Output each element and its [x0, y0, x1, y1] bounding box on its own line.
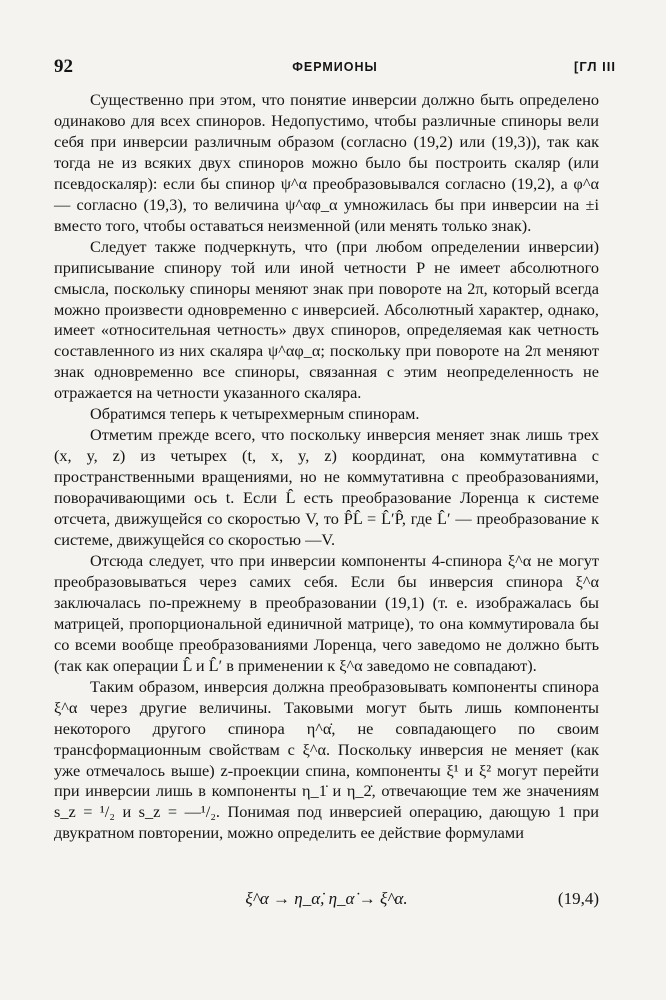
- equation: ξ^α → η_α̇, η_α̇ → ξ^α.: [245, 889, 408, 908]
- paragraph: Обратимся теперь к четырехмерным спинорам.: [90, 404, 420, 424]
- paragraph: Существенно при этом, что понятие инверсии должно быть определено одинаково для всех спиноров. Недопустимо, чтобы различные спиноры вели себя при инверсии различным образом (согласно (19,2) или (19,3)), так как тогда не из всяких двух спиноров можно было бы построить скаляр (или псевдоскаляр): если бы спинор ψ^α преобразовывался согласно (19,2), а φ^α — согласно (19,3), то величина ψ^αφ_α умножилась бы при инверсии на ±i вместо того, чтобы оставаться неизменной (или менять только знак).: [54, 90, 599, 235]
- equation-line: [54, 889, 599, 913]
- paragraph: Таким образом, инверсия должна преобразовывать компоненты спинора ξ^α через другие величины. Таковыми могут быть лишь компоненты некоторого другого спинора η^α̇, не совпадающего по своим трансформационным свойствам с ξ^α. Поскольку инверсия не меняет (как уже отмечалось выше) z-проекции спина, компоненты ξ¹ и ξ² могут перейти при инверсии лишь в компоненты η_1̇ и η_2̇, отвечающие тем же значениям s_z = ¹/₂ и s_z = —¹/₂. Понимая под инверсией операцию, дающую 1 при двукратном повторении, можно определить ее действие формулами: [54, 676, 599, 843]
- chapter-label: [ГЛ III: [574, 59, 616, 74]
- page-header: [54, 56, 616, 80]
- paragraph: Отсюда следует, что при инверсии компоненты 4-спинора ξ^α не могут преобразовываться через самих себя. Если бы инверсия спинора ξ^α заключалась по-прежнему в преобразовании (19,1) (т. е. изображалась бы матрицей, пропорциональной единичной матрице), то она коммутировала бы со всеми вообще преобразованиями Лоренца, чего заведомо не должно быть (так как операции L̂ и L̂′ в применении к ξ^α заведомо не совпадают).: [54, 550, 599, 675]
- running-title: ФЕРМИОНЫ: [292, 60, 378, 74]
- equation-number: (19,4): [557, 889, 599, 908]
- paragraph: Отметим прежде всего, что поскольку инверсия меняет знак лишь трех (x, y, z) из четырех (t, x, y, z) координат, она коммутативна с пространственными вращениями, но не коммутативна с преобразованиями, поворачивающими ось t. Если L̂ есть преобразование Лоренца к системе отсчета, движущейся со скоростью V, то P̂L̂ = L̂′P̂, где L̂′ — преобразование к системе, движущейся со скоростью —V.: [54, 425, 599, 550]
- body-text: [54, 90, 599, 844]
- paragraph: Следует также подчеркнуть, что (при любом определении инверсии) приписывание спинору той или иной четности P не имеет абсолютного смысла, поскольку спиноры меняют знак при повороте на 2π, который всегда можно произвести одновременно с инверсией. Абсолютный характер, однако, имеет «относительная четность» двух спиноров, определяемая как четность составленного из них скаляра ψ^αφ_α; поскольку при повороте на 2π меняют знак одновременно все спиноры, связанная с этим неопределенность не отражается на четности указанного скаляра.: [54, 236, 599, 403]
- page-number: 92: [54, 56, 73, 77]
